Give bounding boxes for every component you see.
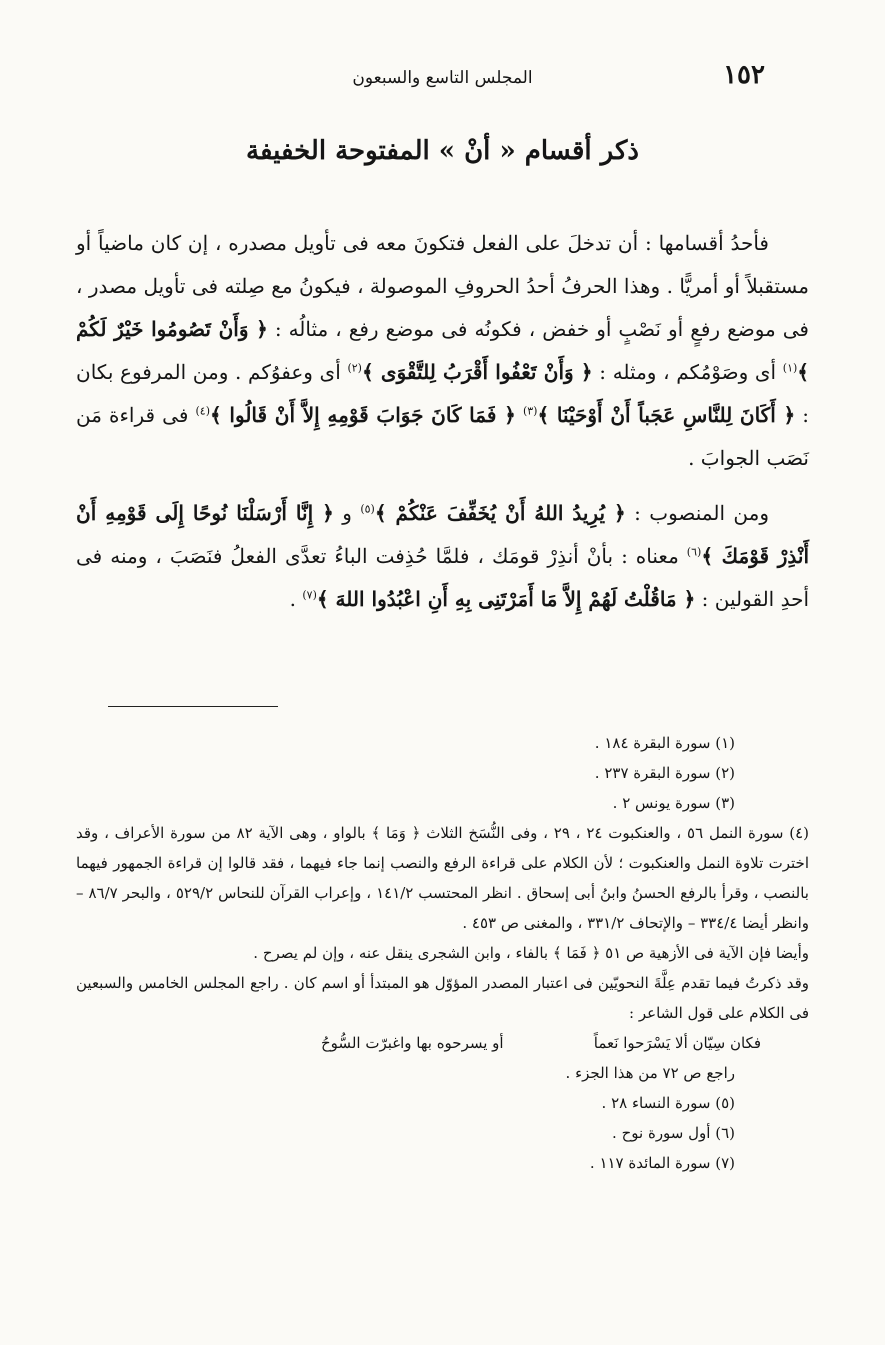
- footnote-marker: (٧): [302, 588, 317, 602]
- verse-first-hemistich: فكان سِيّان ألا يَسْرَحوا نَعماً: [593, 1034, 761, 1052]
- running-head: [120, 60, 765, 96]
- quran-quote: ﴿ أَكَانَ لِلنَّاسِ عَجَباً أَنْ أَوْحَيْنَا ﴾: [537, 403, 796, 427]
- footnote-marker: (٤): [195, 404, 211, 418]
- body-paragraph: [76, 492, 809, 621]
- quran-quote: ﴿ إِنَّا أَرْسَلْنَا نُوحًا إِلَى قَوْمِهِ أَنْ أَنْذِرْ قَوْمَكَ ﴾: [76, 501, 810, 568]
- verse-second-hemistich: أو يسرحوه بها واغبرّت السُّوحُ: [321, 1034, 504, 1052]
- text-run: .: [289, 587, 303, 611]
- text-run: ومن المنصوب :: [625, 501, 769, 525]
- text-run: فى قراءة مَن نَصَب الجوابَ .: [76, 403, 809, 470]
- footnote-marker: (١): [782, 361, 798, 375]
- footnote-marker: (٣): [522, 404, 538, 418]
- footnote-continuation: راجع ص ٧٢ من هذا الجزء .: [565, 1064, 735, 1082]
- footnote-marker: (٦): [686, 545, 702, 559]
- footnote: (٣) سورة يونس ٢ .: [612, 794, 735, 812]
- text-run: أى وصَوْمُكم ، ومثله :: [592, 360, 783, 384]
- footnotes: [76, 728, 809, 1178]
- section-heading: ذكر أقسام « أنْ » المفتوحة الخفيفة: [246, 136, 639, 166]
- footnote: (٥) سورة النساء ٢٨ .: [601, 1094, 735, 1112]
- footnote: (٢) سورة البقرة ٢٣٧ .: [594, 764, 735, 782]
- text-run: و: [333, 501, 361, 525]
- quran-quote: ﴿ فَمَا كَانَ جَوَابَ قَوْمِهِ إِلاَّ أَنْ قَالُوا ﴾: [210, 403, 516, 427]
- running-title: المجلس التاسع والسبعون: [352, 68, 533, 88]
- footnote: (٧) سورة المائدة ١١٧ .: [589, 1154, 735, 1172]
- text-run: فأحدُ أقسامها : أن تدخلَ على الفعل فتكونَ معه فى تأويل مصدره ، إن كان ماضياً أو مستقبلاً أو أمريًّا . وهذا الحرفُ أحدُ الحروفِ الموصولة ، فيكونُ مع صِلته فى تأويل مصدر ، فى موضع رفعٍ أو نَصْبٍ أو خفض ، فكونُه فى موضع رفع ، مثالُه :: [76, 231, 809, 341]
- text-run: معناه : بأنْ أنذِرْ قومَك ، فلمَّا حُذِفت الباءُ تعدَّى الفعلُ فنَصَبَ ، ومنه فى أحدِ القولين :: [76, 544, 809, 611]
- quran-quote: ﴿ يُرِيدُ اللهُ أَنْ يُخَفِّفَ عَنْكُمْ ﴾: [374, 501, 626, 525]
- footnote: (١) سورة البقرة ١٨٤ .: [594, 734, 735, 752]
- body-text: [76, 222, 809, 633]
- footnote: (٦) أول سورة نوح .: [612, 1124, 735, 1142]
- body-paragraph: [76, 222, 809, 480]
- poetry-verse: [321, 1028, 761, 1058]
- quran-quote: ﴿ وَأَنْ تَصُومُوا خَيْرٌ لَكُمْ ﴾: [76, 317, 810, 384]
- footnote-marker: (٥): [360, 502, 375, 516]
- page-number: ١٥٢: [723, 60, 765, 90]
- footnote-continuation: وأيضا فإن الآية فى الأزهية ص ٥١ ﴿ فَمَا ﴾ بالفاء ، وابن الشجرى ينقل عنه ، وإن لم يصرح .: [253, 944, 809, 962]
- footnote-divider: [108, 706, 278, 707]
- quran-quote: ﴿ مَاقُلْتُ لَهُمْ إِلاَّ مَا أَمَرْتَنِى بِهِ أَنِ اعْبُدُوا اللهَ ﴾: [316, 587, 696, 611]
- footnote: (٤) سورة النمل ٥٦ ، والعنكبوت ٢٤ ، ٢٩ ، وفى النُّسَخ الثلاث ﴿ وَمَا ﴾ بالواو ، وهى الآية ٨٢ من سورة الأعراف ، وقد اخترت تلاوة النمل والعنكبوت ؛ لأن الكلام على قراءة الرفع والنصب إنما جاء فيهما ، فقد قالوا إن قراءة الجمهور فيهما بالنصب ، وقرأ بالرفع الحسنُ وابنُ أبى إسحاق . انظر المحتسب ١٤١/٢ ، وإعراب القرآن للنحاس ٥٢٩/٢ ، والبحر ٨٦/٧ – وانظر أيضا ٣٣٤/٤ – والإتحاف ٣٣١/٢ ، والمغنى ص ٤٥٣ .: [76, 824, 809, 932]
- text-run: أى وعفوُكم . ومن المرفوع بكان :: [76, 360, 810, 427]
- footnote-marker: (٢): [347, 361, 362, 375]
- text-run: [516, 403, 523, 427]
- quran-quote: ﴿ وَأَنْ تَعْفُوا أَقْرَبُ لِلتَّقْوَى ﴾: [361, 360, 593, 384]
- footnote-continuation: وقد ذكرتُ فيما تقدم عِلَّةَ النحويّين فى اعتبار المصدر المؤوّل هو المبتدأ أو اسم كان . راجع المجلس الخامس والسبعين فى الكلام على قول الشاعر :: [76, 974, 809, 1022]
